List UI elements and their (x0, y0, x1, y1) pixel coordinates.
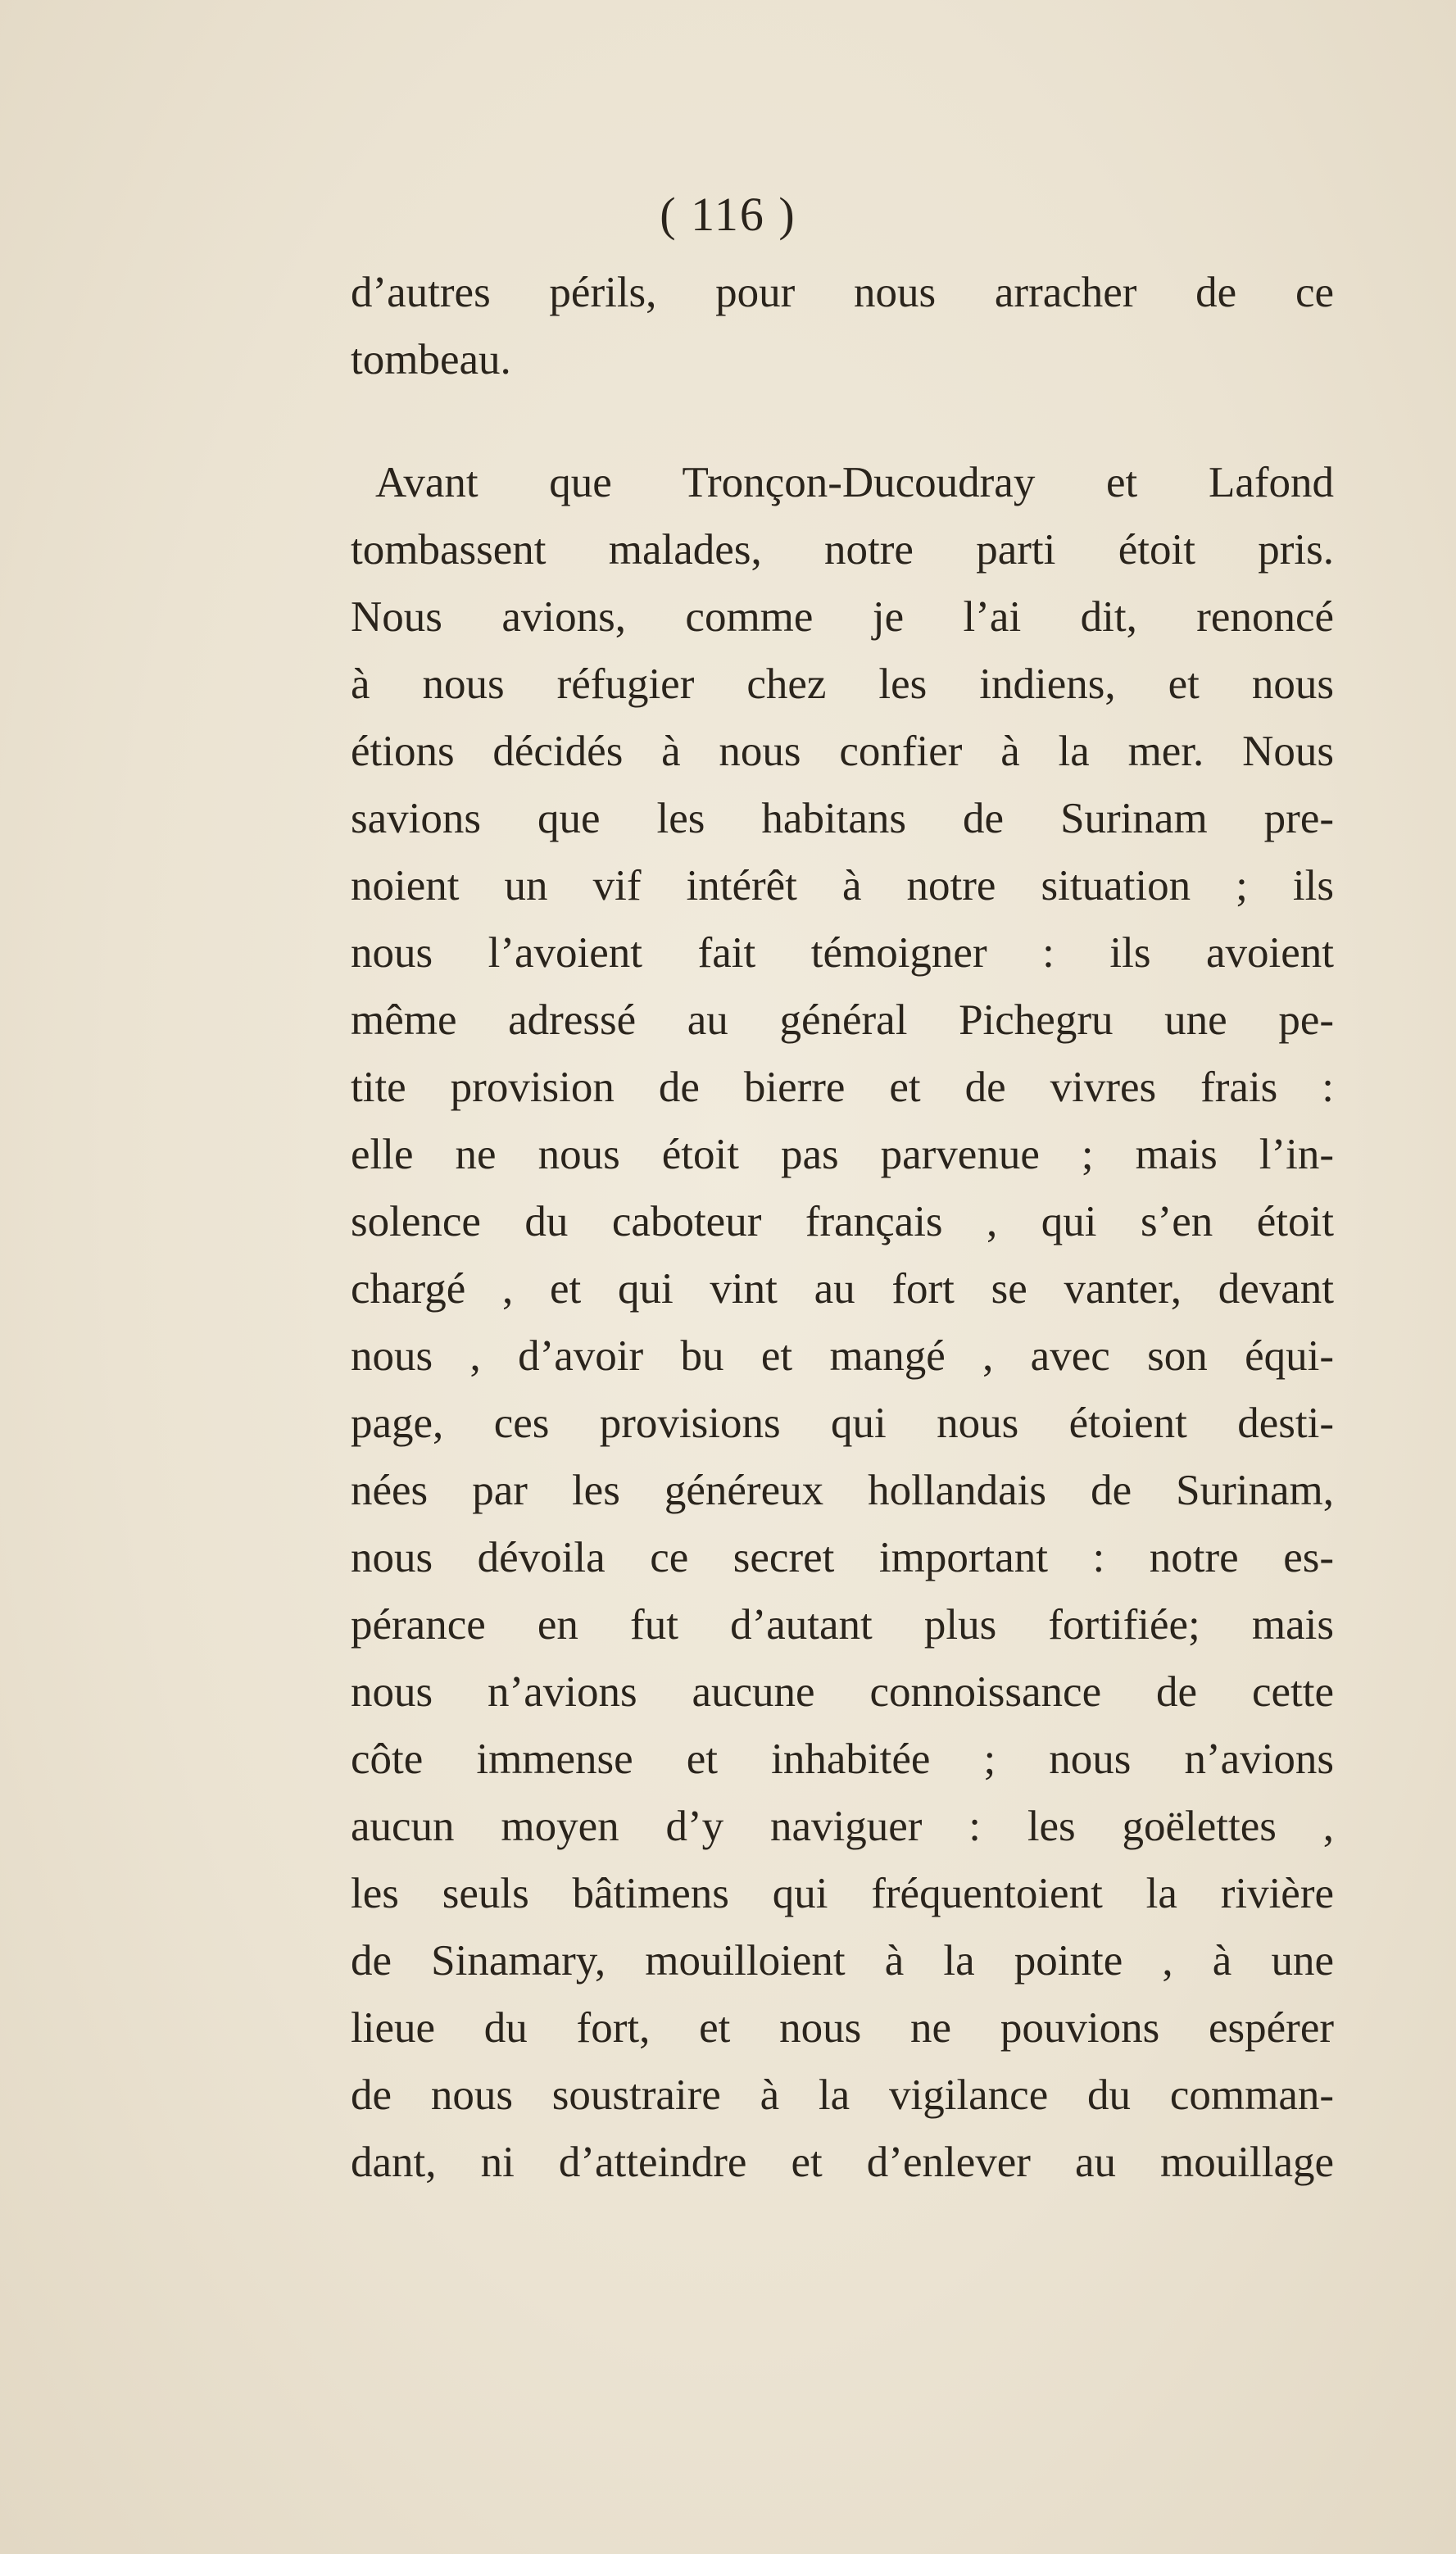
text-line: Nous avions, comme je l’ai dit, renoncé (351, 593, 1334, 641)
page-number: ( 116 ) (660, 188, 796, 241)
text-line: de Sinamary, mouilloient à la pointe , à une (351, 1937, 1334, 1985)
text-line: pérance en fut d’autant plus fortifiée; mais (351, 1601, 1334, 1649)
text-line: tombassent malades, notre parti étoit pris. (351, 526, 1334, 574)
text-line: solence du caboteur français , qui s’en étoit (351, 1198, 1334, 1245)
text-line: tombeau. (351, 336, 511, 383)
text-line: chargé , et qui vint au fort se vanter, devant (351, 1265, 1334, 1313)
text-line: tite provision de bierre et de vivres frais : (351, 1064, 1334, 1111)
text-line: nous dévoila ce secret important : notre es- (351, 1534, 1334, 1581)
text-line: les seuls bâtimens qui fréquentoient la rivière (351, 1870, 1334, 1917)
text-line: page, ces provisions qui nous étoient desti- (351, 1399, 1334, 1447)
text-line: étions décidés à nous confier à la mer. Nous (351, 728, 1334, 775)
text-line: d’autres périls, pour nous arracher de ce (351, 269, 1334, 316)
text-line: savions que les habitans de Surinam pre- (351, 795, 1334, 842)
text-line: lieue du fort, et nous ne pouvions espérer (351, 2004, 1334, 2052)
text-line: noient un vif intérêt à notre situation ; ils (351, 862, 1334, 910)
text-line: nous l’avoient fait témoigner : ils avoient (351, 929, 1334, 977)
text-line: elle ne nous étoit pas parvenue ; mais l’in- (351, 1131, 1334, 1178)
text-line: côte immense et inhabitée ; nous n’avions (351, 1735, 1334, 1783)
text-line: aucun moyen d’y naviguer : les goëlettes , (351, 1803, 1334, 1850)
text-line: dant, ni d’atteindre et d’enlever au mouillage (351, 2139, 1334, 2186)
paragraph-1 (351, 259, 1334, 393)
text-line: nées par les généreux hollandais de Surinam, (351, 1467, 1334, 1514)
text-line: de nous soustraire à la vigilance du comman- (351, 2071, 1334, 2119)
text-line: à nous réfugier chez les indiens, et nous (351, 660, 1334, 708)
text-line: nous , d’avoir bu et mangé , avec son équi- (351, 1332, 1334, 1380)
paragraph-2 (351, 449, 1334, 2196)
text-line: même adressé au général Pichegru une pe- (351, 996, 1334, 1044)
text-line: Avant que Tronçon-Ducoudray et Lafond (375, 459, 1334, 506)
text-line: nous n’avions aucune connoissance de cette (351, 1668, 1334, 1716)
